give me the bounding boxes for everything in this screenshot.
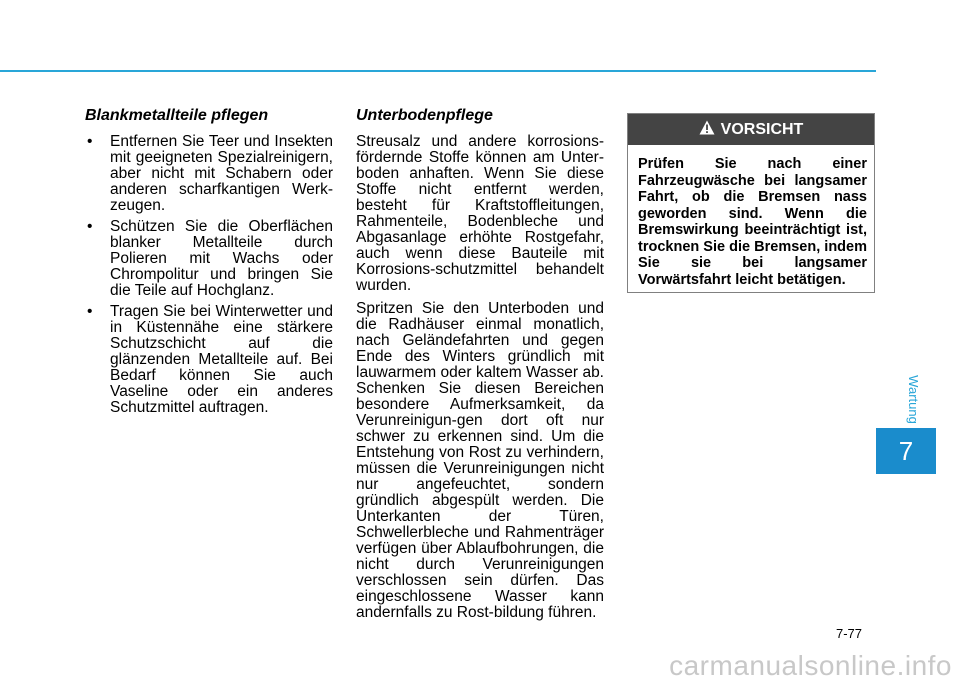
caution-header	[628, 114, 874, 145]
warning-triangle-icon	[699, 120, 715, 140]
bullet-dot: •	[87, 218, 93, 235]
section-title-unterbodenpflege: Unterbodenpflege	[356, 107, 493, 124]
list-item-text: Schützen Sie die Oberflächen blanker Metallteile durch Polieren mit Wachs oder Chrompolitur und bringen Sie die Teile auf Hochglanz.	[110, 218, 333, 299]
list-item-text: Entfernen Sie Teer und Insekten mit geeigneten Spezialreinigern, aber nicht mit Schabern oder anderen scharfkantigen Werk-zeugen.	[110, 133, 333, 214]
column-middle	[356, 108, 604, 628]
section-title-blankmetallteile: Blankmetallteile pflegen	[85, 107, 269, 124]
bullet-list	[85, 134, 333, 416]
bullet-dot: •	[87, 303, 93, 320]
page-number: 7-77	[836, 626, 863, 641]
bullet-dot: •	[87, 133, 93, 150]
caution-label: VORSICHT	[720, 120, 804, 138]
chapter-name: Wartung	[905, 374, 921, 424]
chapter-side-label	[898, 370, 928, 428]
caution-box	[627, 113, 875, 293]
watermark: carmanualsonline.info	[669, 650, 952, 681]
chapter-tab: 7	[876, 428, 936, 474]
paragraph: Streusalz und andere korrosions-fördernde Stoffe können am Unter-boden anhaften. Wenn Sie diese Stoffe nicht entfernt werden, besteht für Kraftstoffleitungen, Rahmenteile, Bodenbleche und Abgasanlage erhöhte Rostgefahr, auch wenn diese Bauteile mit Korrosions-schutzmittel behandelt wurden.	[356, 133, 604, 294]
column-left	[85, 108, 333, 421]
top-divider	[0, 70, 876, 72]
list-item-text: Tragen Sie bei Winterwetter und in Küstennähe eine stärkere Schutzschicht auf die glänzenden Metallteile auf. Bei Bedarf können Sie auch Vaseline oder ein anderes Schutzmittel auftragen.	[110, 303, 333, 416]
list-item	[85, 134, 333, 214]
paragraph: Spritzen Sie den Unterboden und die Radhäuser einmal monatlich, nach Geländefahrten und gegen Ende des Winters gründlich mit lauwarmem oder kaltem Wasser ab. Schenken Sie diesen Bereichen besondere Aufmerksamkeit, da Verunreinigun-gen dort oft nur schwer zu erkennen sind. Um die Entstehung von Rost zu verhindern, müssen die Verunreinigungen nicht nur angefeuchtet, sondern gründlich abgespült werden. Die Unterkanten der Türen, Schwellerbleche und Rahmenträger verfügen über Ablaufbohrungen, die nicht durch Verunreinigungen verschlossen sein dürfen. Das eingeschlossene Wasser kann andernfalls zu Rost-bildung führen.	[356, 300, 604, 621]
list-item	[85, 219, 333, 299]
caution-text: Prüfen Sie nach einer Fahrzeugwäsche bei langsamer Fahrt, ob die Bremsen nass geworden sind. Wenn die Bremswirkung beeinträchtigt ist, trocknen Sie die Bremsen, indem Sie sie bei langsamer Vorwärtsfahrt leicht betätigen.	[638, 156, 867, 288]
list-item	[85, 304, 333, 416]
